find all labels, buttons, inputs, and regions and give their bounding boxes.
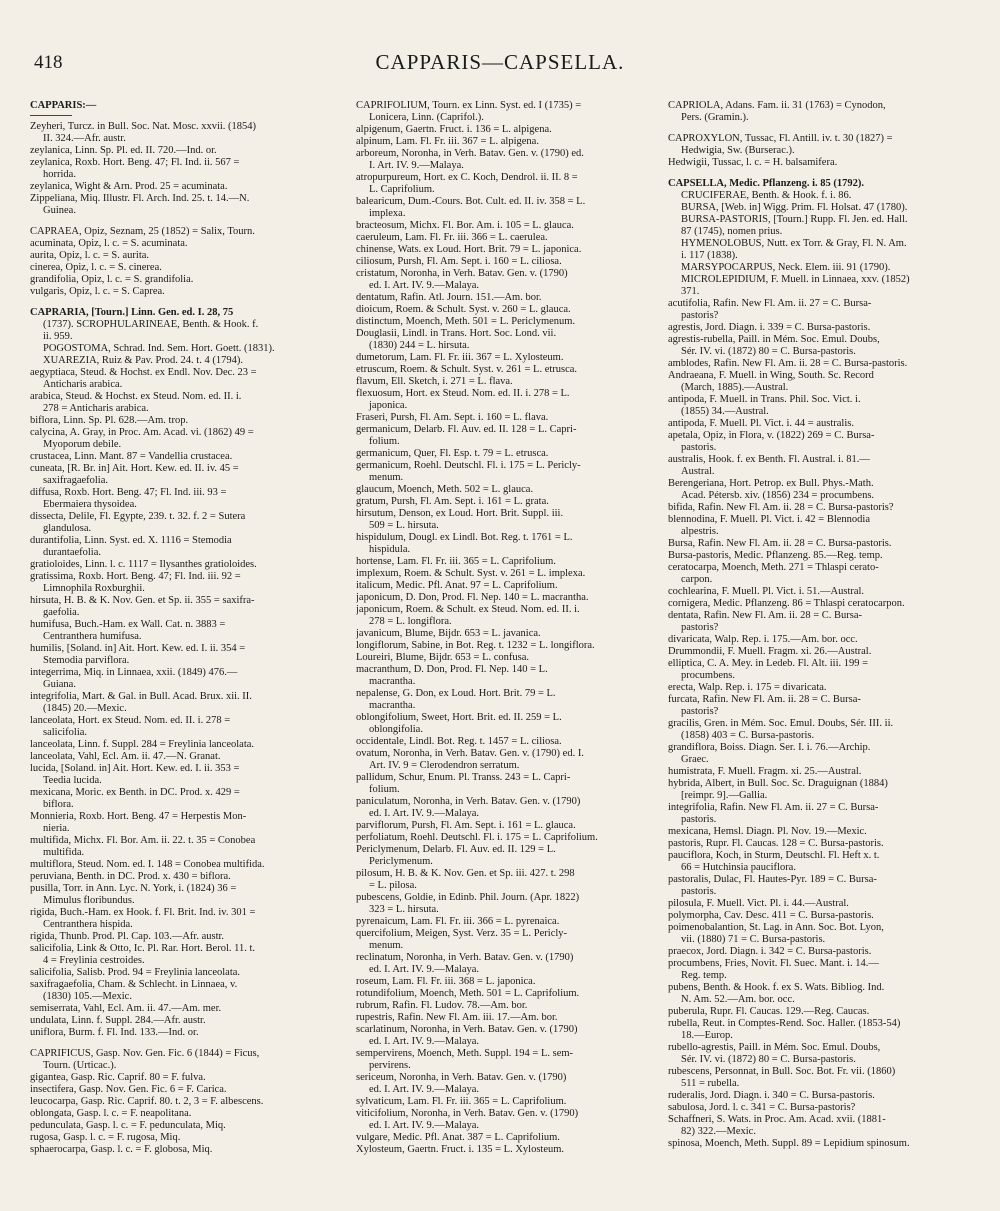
entry-line: acuminata, Opiz, l. c. = S. acuminata. (30, 238, 188, 249)
entry-line: pyrenaicum, Lam. Fl. Fr. iii. 366 = L. pyrenaica. (356, 916, 560, 927)
entry-line: procumbens. (681, 670, 735, 681)
entry-line: multifida. (43, 847, 85, 858)
entry-gap (668, 124, 972, 133)
entry-line: ed. I. Art. IV. 9.—Malaya. (369, 964, 480, 975)
entry-line: hybrida, Albert, in Bull. Soc. Sc. Draguignan (1884) (668, 778, 888, 789)
entry-line: (1830) 105.—Mexic. (43, 991, 132, 1002)
entry-line: vulgaris, Opiz, l. c. = S. Caprea. (30, 286, 165, 297)
entry-line: saxifragaefolia. (43, 475, 109, 486)
entry-line: Centranthera hispida. (43, 919, 133, 930)
entry-line: perfoliatum, Roehl. Deutschl. Fl. i. 175 = L. Caprifolium. (356, 832, 598, 843)
entry-line: 278 = Anticharis arabica. (43, 403, 149, 414)
entry-line: Sér. IV. vi. (1872) 80 = C. Bursa-pastoris. (681, 1054, 856, 1065)
entry-line: Teedia lucida. (43, 775, 102, 786)
entry-line: gratissima, Roxb. Hort. Beng. 47; Fl. Ind. iii. 92 = (30, 571, 241, 582)
entry-line: ed. I. Art. IV. 9.—Malaya. (369, 808, 480, 819)
entry-line: javanicum, Blume, Bijdr. 653 = L. javanica. (356, 628, 541, 639)
entry-line: spinosa, Moench, Meth. Suppl. 89 = Lepidium spinosum. (668, 1138, 910, 1149)
entry-line: salicifolia. (43, 727, 88, 738)
entry-line: rupestris, Rafin. New Fl. Am. iii. 17.—Am. bor. (356, 1012, 558, 1023)
entry-line: Periclymenum. (369, 856, 433, 867)
entry-line: humilis, [Soland. in] Ait. Hort. Kew. ed. I. ii. 354 = (30, 643, 246, 654)
entry-line: Stemodia parviflora. (43, 655, 130, 666)
entry-line: procumbens, Fries, Novit. Fl. Suec. Mant. i. 14.— (668, 958, 879, 969)
entry-line: gracilis, Gren. in Mém. Soc. Emul. Doubs, Sér. III. ii. (668, 718, 894, 729)
entry-line: australis, Hook. f. ex Benth. Fl. Austral. i. 81.— (668, 454, 870, 465)
entry-line: cuneata, [R. Br. in] Ait. Hort. Kew. ed. II. iv. 45 = (30, 463, 239, 474)
entry-line: (1737). SCROPHULARINEAE, Benth. & Hook. f. (43, 319, 259, 330)
entry-line: cinerea, Opiz, l. c. = S. cinerea. (30, 262, 162, 273)
entry-line: Andraeana, F. Muell. in Wing, South. Sc. Record (668, 370, 874, 381)
entry-line: longiflorum, Sabine, in Bot. Reg. t. 1232 = L. longiflora. (356, 640, 595, 651)
entry-line: i. 117 (1838). (681, 250, 738, 261)
entry-line: XUAREZIA, Ruiz & Pav. Prod. 24. t. 4 (1794). (43, 355, 243, 366)
entry-line: multiflora, Steud. Nom. ed. I. 148 = Conobea multifida. (30, 859, 265, 870)
entry-line: Guinea. (43, 205, 76, 216)
entry-line: macrantha. (369, 676, 416, 687)
entry-line: rugosa, Gasp. l. c. = F. rugosa, Miq. (30, 1132, 181, 1143)
entry-line: leucocarpa, Gasp. Ric. Caprif. 80. t. 2, 3 = F. albescens. (30, 1096, 264, 1107)
entry-line: 278 = L. longiflora. (369, 616, 452, 627)
entry-line: ed. I. Art. IV. 9.—Malaya. (369, 1036, 480, 1047)
entry-line: = L. pilosa. (369, 880, 417, 891)
entry-line: ed. I. Art. IV. 9.—Malaya. (369, 280, 480, 291)
entry-line: grandiflora, Boiss. Diagn. Ser. I. i. 76.—Archip. (668, 742, 871, 753)
entry-line: japonicum, Roem. & Schult. ex Steud. Nom. ed. II. i. (356, 604, 580, 615)
entry-line: dioicum, Roem. & Schult. Syst. v. 260 = L. glauca. (356, 304, 571, 315)
entry-line: integrifolia, Rafin. New Fl. Am. ii. 27 = C. Bursa- (668, 802, 879, 813)
entry-line: multifida, Michx. Fl. Bor. Am. ii. 22. t. 35 = Conobea (30, 835, 256, 846)
entry-line: pastoris. (681, 814, 717, 825)
entry-line: undulata, Linn. f. Suppl. 284.—Afr. austr. (30, 1015, 206, 1026)
entry-line: pedunculata, Gasp. l. c. = F. pedunculata, Miq. (30, 1120, 226, 1131)
entry-line: Drummondii, F. Muell. Fragm. xi. 26.—Austral. (668, 646, 872, 657)
entry-line: antipoda, F. Muell. Pl. Vict. i. 44 = australis. (668, 418, 854, 429)
entry-line: Guiana. (43, 679, 76, 690)
entry-line: 87 (1745), nomen prius. (681, 226, 783, 237)
entry-line: 371. (681, 286, 700, 297)
entry-line: biflora. (43, 799, 74, 810)
entry-line: rubescens, Personnat, in Bull. Soc. Bot. Fr. vii. (1860) (668, 1066, 896, 1077)
entry-line: viticifolium, Noronha, in Verh. Batav. Gen. v. (1790) (356, 1108, 579, 1119)
entry-line: japonica. (369, 400, 408, 411)
entry-line: flexuosum, Hort. ex Steud. Nom. ed. II. i. 278 = L. (356, 388, 570, 399)
entry-line: alpestris. (681, 526, 719, 537)
entry-line: N. Am. 52.—Am. bor. occ. (681, 994, 795, 1005)
entry-line: pastoris? (681, 706, 719, 717)
entry-line: peruviana, Benth. in DC. Prod. x. 430 = biflora. (30, 871, 231, 882)
entry-line: MICROLEPIDIUM, F. Muell. in Linnaea, xxv. (1852) (681, 274, 910, 285)
entry-line: bifida, Rafin. New Fl. Am. ii. 28 = C. Bursa-pastoris? (668, 502, 894, 513)
page-number: 418 (34, 52, 63, 73)
entry-line: furcata, Rafin. New Fl. Am. ii. 28 = C. Bursa- (668, 694, 861, 705)
entry-line: ciliosum, Pursh, Fl. Am. Sept. i. 160 = L. ciliosa. (356, 256, 562, 267)
entry-line: ceratocarpa, Moench, Meth. 271 = Thlaspi cerato- (668, 562, 879, 573)
entry-line: mexicana, Hemsl. Diagn. Pl. Nov. 19.—Mexic. (668, 826, 867, 837)
entry-line: distinctum, Moench, Meth. 501 = L. Periclymenum. (356, 316, 576, 327)
entry-line: Lonicera, Linn. (Caprifol.). (369, 112, 484, 123)
entry-line: glandulosa. (43, 523, 92, 534)
entry-line: etruscum, Roem. & Schult. Syst. v. 261 = L. etrusca. (356, 364, 578, 375)
entry-line: saxifragaefolia, Cham. & Schlecht. in Linnaea, v. (30, 979, 238, 990)
entry-line: Hedwigia, Sw. (Burserac.). (681, 145, 795, 156)
entry-line: Schaffneri, S. Wats. in Proc. Am. Acad. xvii. (1881- (668, 1114, 886, 1125)
entry-line: 18.—Europ. (681, 1030, 733, 1041)
heading-rule (30, 115, 72, 116)
entry-line: hirsutum, Denson, ex Loud. Hort. Brit. Suppl. iii. (356, 508, 564, 519)
entry-line: implexa. (369, 208, 406, 219)
entry-line: quercifolium, Meigen, Syst. Verz. 35 = L. Pericly- (356, 928, 568, 939)
entry-line: calycina, A. Gray, in Proc. Am. Acad. vi. (1862) 49 = (30, 427, 254, 438)
entry-line: salicifolia, Link & Otto, Ic. Pl. Rar. Hort. Berol. 11. t. (30, 943, 256, 954)
entry-line: CRUCIFERAE, Benth. & Hook. f. i. 86. (681, 190, 852, 201)
entry-line: Zippeliana, Miq. Illustr. Fl. Arch. Ind. 25. t. 14.—N. (30, 193, 250, 204)
entry-line: agrestis-rubella, Paill. in Mém. Soc. Emul. Doubs, (668, 334, 880, 345)
entry-line: CAPROXYLON, Tussac, Fl. Antill. iv. t. 30 (1827) = (668, 133, 893, 144)
entry-line: folium. (369, 436, 400, 447)
entry-line: BURSA, [Web. in] Wigg. Prim. Fl. Holsat. 47 (1780). (681, 202, 908, 213)
entry-line: Reg. temp. (681, 970, 727, 981)
entry-line: zeylanica, Linn. Sp. Pl. ed. II. 720.—Ind. or. (30, 145, 217, 156)
entry-line: balearicum, Dum.-Cours. Bot. Cult. ed. II. iv. 358 = L. (356, 196, 586, 207)
entry-line: Monnieria, Roxb. Hort. Beng. 47 = Herpestis Mon- (30, 811, 247, 822)
entry-line: vii. (1880) 71 = C. Bursa-pastoris. (681, 934, 826, 945)
entry-line: gratum, Pursh, Fl. Am. Sept. i. 161 = L. grata. (356, 496, 549, 507)
entry-line: Zeyheri, Turcz. in Bull. Soc. Nat. Mosc. xxvii. (1854) (30, 121, 257, 132)
entry-line: bracteosum, Michx. Fl. Bor. Am. i. 105 = L. glauca. (356, 220, 574, 231)
entry-line: semiserrata, Vahl, Ecl. Am. ii. 47.—Am. mer. (30, 1003, 222, 1014)
entry-line: roseum, Lam. Fl. Fr. iii. 368 = L. japonica. (356, 976, 536, 987)
entry-line: arabica, Steud. & Hochst. ex Steud. Nom. ed. II. i. (30, 391, 242, 402)
entry-line: pervirens. (369, 1060, 411, 1071)
entry-line: vulgare, Medic. Pfl. Anat. 387 = L. Caprifolium. (356, 1132, 560, 1143)
entry-line: ed. I. Art. IV. 9.—Malaya. (369, 1084, 480, 1095)
entry-line: agrestis, Jord. Diagn. i. 339 = C. Bursa-pastoris. (668, 322, 871, 333)
entry-line: alpigenum, Gaertn. Fruct. i. 136 = L. alpigena. (356, 124, 552, 135)
entry-line: Myoporum debile. (43, 439, 122, 450)
entry-line: Bursa, Rafin. New Fl. Am. ii. 28 = C. Bursa-pastoris. (668, 538, 892, 549)
entry-line: lanceolata, Hort. ex Steud. Nom. ed. II. i. 278 = (30, 715, 231, 726)
entry-line: antipoda, F. Muell. in Trans. Phil. Soc. Vict. i. (668, 394, 861, 405)
entry-line: Periclymenum, Delarb. Fl. Auv. ed. II. 129 = L. (356, 844, 556, 855)
entry-line: HYMENOLOBUS, Nutt. ex Torr. & Gray, Fl. N. Am. (681, 238, 907, 249)
genus-heading: CAPPARIS:— (30, 100, 97, 111)
entry-line: 66 = Hutchinsia pauciflora. (681, 862, 796, 873)
entry-line: erecta, Walp. Rep. i. 175 = divaricata. (668, 682, 827, 693)
entry-line: durantaefolia. (43, 547, 102, 558)
entry-line: lucida, [Soland. in] Ait. Hort. Kew. ed. I. ii. 353 = (30, 763, 240, 774)
entry-line: rigida, Buch.-Ham. ex Hook. f. Fl. Brit. Ind. iv. 301 = (30, 907, 256, 918)
entry-line: pilosula, F. Muell. Vict. Pl. i. 44.—Austral. (668, 898, 849, 909)
entry-line: humifusa, Buch.-Ham. ex Wall. Cat. n. 3883 = (30, 619, 226, 630)
entry-line: 509 = L. hirsuta. (369, 520, 439, 531)
entry-line: oblongifolia. (369, 724, 423, 735)
entry-line: Berengeriana, Hort. Petrop. ex Bull. Phys.-Math. (668, 478, 874, 489)
entry-line: cristatum, Noronha, in Verh. Batav. Gen. v. (1790) (356, 268, 568, 279)
entry-line: hispidula. (369, 544, 411, 555)
entry-line: polymorpha, Cav. Desc. 411 = C. Bursa-pastoris. (668, 910, 874, 921)
entry-line: Limnophila Roxburghii. (43, 583, 145, 594)
entry-line: insectifera, Gasp. Nov. Gen. Fic. 6 = F. Carica. (30, 1084, 227, 1095)
entry-line: horrida. (43, 169, 76, 180)
entry-line: menum. (369, 472, 404, 483)
entry-line: Fraseri, Pursh, Fl. Am. Sept. i. 160 = L. flava. (356, 412, 549, 423)
entry-line: pusilla, Torr. in Ann. Lyc. N. York, i. (1824) 36 = (30, 883, 237, 894)
entry-line: arboreum, Noronha, in Verh. Batav. Gen. v. (1790) ed. (356, 148, 584, 159)
entry-line: amblodes, Rafin. New Fl. Am. ii. 28 = C. Bursa-pastoris. (668, 358, 908, 369)
entry-line: (1845) 20.—Mexic. (43, 703, 127, 714)
entry-line: blennodina, F. Muell. Pl. Vict. i. 42 = Blennodia (668, 514, 870, 525)
entry-line: sericeum, Noronha, in Verh. Batav. Gen. v. (1790) (356, 1072, 567, 1083)
entry-line: Ebermaiera thysoidea. (43, 499, 137, 510)
entry-line: CAPRIFICUS, Gasp. Nov. Gen. Fic. 6 (1844) = Ficus, (30, 1048, 260, 1059)
entry-line: Loureiri, Blume, Bijdr. 653 = L. confusa. (356, 652, 530, 663)
entry-line: salicifolia, Salisb. Prod. 94 = Freylinia lanceolata. (30, 967, 241, 978)
entry-line: reclinatum, Noronha, in Verh. Batav. Gen. v. (1790) (356, 952, 574, 963)
entry-line: mexicana, Moric. ex Benth. in DC. Prod. x. 429 = (30, 787, 240, 798)
entry-line: integrifolia, Mart. & Gal. in Bull. Acad. Brux. xii. II. (30, 691, 252, 702)
entry-line: pallidum, Schur, Enum. Pl. Transs. 243 = L. Capri- (356, 772, 571, 783)
entry-line: I. Art. IV. 9.—Malaya. (369, 160, 464, 171)
entry-line: Sér. IV. vi. (1872) 80 = C. Bursa-pastoris. (681, 346, 856, 357)
entry-gap (30, 1039, 342, 1048)
entry-line: integerrima, Miq. in Linnaea, xxii. (1849) 476.— (30, 667, 238, 678)
entry-line: Hedwigii, Tussac, l. c. = H. balsamifera. (668, 157, 838, 168)
entry-line: acutifolia, Rafin. New Fl. Am. ii. 27 = C. Bursa- (668, 298, 872, 309)
entry-line: 82) 322.—Mexic. (681, 1126, 756, 1137)
entry-line: scarlatinum, Noronha, in Verh. Batav. Gen. v. (1790) (356, 1024, 578, 1035)
entry-line: 4 = Freylinia cestroides. (43, 955, 145, 966)
entry-line: Douglasii, Lindl. in Trans. Hort. Soc. Lond. vii. (356, 328, 557, 339)
entry-line: elliptica, C. A. Mey. in Ledeb. Fl. Alt. iii. 199 = (668, 658, 869, 669)
entry-line: rubrum, Rafin. Fl. Ludov. 78.—Am. bor. (356, 1000, 528, 1011)
entry-line: praecox, Jord. Diagn. i. 342 = C. Bursa-pastoris. (668, 946, 872, 957)
entry-line: flavum, Ell. Sketch, i. 271 = L. flava. (356, 376, 513, 387)
entry-line: Tourn. (Urticac.). (43, 1060, 117, 1071)
entry-line: 511 = rubella. (681, 1078, 740, 1089)
entry-line: [reimpr. 9].—Gallia. (681, 790, 768, 801)
entry-line: pastoris. (681, 442, 717, 453)
entry-line: macranthum, D. Don, Prod. Fl. Nep. 140 = L. (356, 664, 548, 675)
entry-line: oblongata, Gasp. l. c. = F. neapolitana. (30, 1108, 192, 1119)
entry-line: CAPRAEA, Opiz, Seznam, 25 (1852) = Salix, Tourn. (30, 226, 255, 237)
entry-line: hirsuta, H. B. & K. Nov. Gen. et Sp. ii. 355 = saxifra- (30, 595, 255, 606)
entry-gap (30, 217, 342, 226)
entry-line: lanceolata, Vahl, Ecl. Am. ii. 47.—N. Granat. (30, 751, 221, 762)
entry-gap (30, 298, 342, 307)
entry-line: gigantea, Gasp. Ric. Caprif. 80 = F. fulva. (30, 1072, 206, 1083)
entry-line: alpinum, Lam. Fl. Fr. iii. 367 = L. alpigena. (356, 136, 539, 147)
entry-line: 323 = L. hirsuta. (369, 904, 439, 915)
entry-line: L. Caprifolium. (369, 184, 435, 195)
entry-line: sempervirens, Moench, Meth. Suppl. 194 = L. sem- (356, 1048, 574, 1059)
entry-line: humistrata, F. Muell. Fragm. xi. 25.—Austral. (668, 766, 862, 777)
entry-line: biflora, Linn. Sp. Pl. 628.—Am. trop. (30, 415, 189, 426)
entry-line: dentatum, Rafin. Atl. Journ. 151.—Am. bor. (356, 292, 542, 303)
entry-line: CAPRIOLA, Adans. Fam. ii. 31 (1763) = Cynodon, (668, 100, 886, 111)
entry-line: diffusa, Roxb. Hort. Beng. 47; Fl. Ind. iii. 93 = (30, 487, 227, 498)
entry-line: Bursa-pastoris, Medic. Pflanzeng. 85.—Reg. temp. (668, 550, 883, 561)
column-3 (668, 100, 972, 1200)
entry-line: oblongifolium, Sweet, Hort. Brit. ed. II. 259 = L. (356, 712, 562, 723)
entry-line: (1855) 34.—Austral. (681, 406, 769, 417)
entry-line: pastoris. (681, 886, 717, 897)
entry-line: Mimulus floribundus. (43, 895, 135, 906)
entry-line: glaucum, Moench, Meth. 502 = L. glauca. (356, 484, 534, 495)
entry-line: germanicum, Quer, Fl. Esp. t. 79 = L. etrusca. (356, 448, 549, 459)
entry-line: cornigera, Medic. Pflanzeng. 86 = Thlaspi ceratocarpon. (668, 598, 905, 609)
entry-line: pubens, Benth. & Hook. f. ex S. Wats. Bibliog. Ind. (668, 982, 885, 993)
entry-line: (1858) 403 = C. Bursa-pastoris. (681, 730, 815, 741)
entry-line: divaricata, Walp. Rep. i. 175.—Am. bor. occ. (668, 634, 858, 645)
entry-line: gratioloides, Linn. l. c. 1117 = Ilysanthes gratioloides. (30, 559, 257, 570)
entry-line: rotundifolium, Moench, Meth. 501 = L. Caprifolium. (356, 988, 580, 999)
entry-line: italicum, Medic. Pfl. Anat. 97 = L. Caprifolium. (356, 580, 558, 591)
entry-line: apetala, Opiz, in Flora, v. (1822) 269 = C. Bursa- (668, 430, 875, 441)
entry-line: pauciflora, Koch, in Sturm, Deutschl. Fl. Heft x. t. (668, 850, 880, 861)
entry-line: pastoris, Rupr. Fl. Caucas. 128 = C. Bursa-pastoris. (668, 838, 884, 849)
entry-line: occidentale, Lindl. Bot. Reg. t. 1457 = L. ciliosa. (356, 736, 562, 747)
entry-line: POGOSTOMA, Schrad. Ind. Sem. Hort. Goett. (1831). (43, 343, 275, 354)
entry-line: Austral. (681, 466, 715, 477)
column-1 (30, 100, 342, 1200)
entry-line: Pers. (Gramin.). (681, 112, 749, 123)
entry-line: nieria. (43, 823, 70, 834)
entry-line: poimenobalantion, St. Lag. in Ann. Soc. Bot. Lyon, (668, 922, 884, 933)
entry-line: ed. I. Art. IV. 9.—Malaya. (369, 1120, 480, 1131)
entry-line: Graec. (681, 754, 709, 765)
running-header: CAPPARIS—CAPSELLA. (375, 50, 625, 74)
entry-line: zeylanica, Roxb. Hort. Beng. 47; Fl. Ind. ii. 567 = (30, 157, 240, 168)
entry-line: Acad. Pétersb. xiv. (1856) 234 = procumbens. (681, 490, 875, 501)
entry-line: II. 324.—Afr. austr. (43, 133, 126, 144)
entry-line: nepalense, G. Don, ex Loud. Hort. Brit. 79 = L. (356, 688, 556, 699)
entry-line: paniculatum, Noronha, in Verh. Batav. Gen. v. (1790) (356, 796, 581, 807)
entry-line: rubello-agrestis, Paill. in Mém. Soc. Emul. Doubs, (668, 1042, 881, 1053)
entry-line: hispidulum, Dougl. ex Lindl. Bot. Reg. t. 1761 = L. (356, 532, 573, 543)
entry-line: chinense, Wats. ex Loud. Hort. Brit. 79 = L. japonica. (356, 244, 582, 255)
entry-line: ovatum, Noronha, in Verh. Batav. Gen. v. (1790) ed. I. (356, 748, 584, 759)
entry-line: lanceolata, Linn. f. Suppl. 284 = Freylinia lanceolata. (30, 739, 255, 750)
entry-line: germanicum, Roehl. Deutschl. Fl. i. 175 = L. Pericly- (356, 460, 581, 471)
entry-line: rubella, Reut. in Comptes-Rend. Soc. Haller. (1853-54) (668, 1018, 901, 1029)
entry-line: cochlearina, F. Muell. Pl. Vict. i. 51.—Austral. (668, 586, 865, 597)
entry-line: gaefolia. (43, 607, 80, 618)
entry-line: germanicum, Delarb. Fl. Auv. ed. II. 128 = L. Capri- (356, 424, 577, 435)
entry-line: BURSA-PASTORIS, [Tourn.] Rupp. Fl. Jen. ed. Hall. (681, 214, 908, 225)
entry-line: sylvaticum, Lam. Fl. Fr. iii. 365 = L. Caprifolium. (356, 1096, 567, 1107)
entry-line: Xylosteum, Gaertn. Fruct. i. 135 = L. Xylosteum. (356, 1144, 565, 1155)
entry-line: folium. (369, 784, 400, 795)
entry-line: aegyptiaca, Steud. & Hochst. ex Endl. Nov. Dec. 23 = (30, 367, 257, 378)
entry-line: implexum, Roem. & Schult. Syst. v. 261 = L. implexa. (356, 568, 586, 579)
entry-line: sphaerocarpa, Gasp. l. c. = F. globosa, Miq. (30, 1144, 213, 1155)
genus-heading: CAPSELLA, Medic. Pflanzeng. i. 85 (1792). (668, 178, 864, 189)
entry-line: pastoralis, Dulac, Fl. Hautes-Pyr. 189 = C. Bursa- (668, 874, 877, 885)
entry-line: japonicum, D. Don, Prod. Fl. Nep. 140 = L. macrantha. (356, 592, 589, 603)
entry-line: pastoris? (681, 622, 719, 633)
entry-line: durantifolia, Linn. Syst. ed. X. 1116 = Stemodia (30, 535, 232, 546)
entry-line: atropurpureum, Hort. ex C. Koch, Dendrol. ii. II. 8 = (356, 172, 578, 183)
entry-line: uniflora, Burm. f. Fl. Ind. 133.—Ind. or. (30, 1027, 199, 1038)
entry-line: sabulosa, Jord. l. c. 341 = C. Bursa-pastoris? (668, 1102, 856, 1113)
entry-line: CAPRIFOLIUM, Tourn. ex Linn. Syst. ed. I (1735) = (356, 100, 582, 111)
entry-line: pastoris? (681, 310, 719, 321)
entry-line: ruderalis, Jord. Diagn. i. 340 = C. Bursa-pastoris. (668, 1090, 875, 1101)
column-2 (356, 100, 658, 1200)
entry-line: pilosum, H. B. & K. Nov. Gen. et Sp. iii. 427. t. 298 (356, 868, 575, 879)
entry-line: dumetorum, Lam. Fl. Fr. iii. 367 = L. Xylosteum. (356, 352, 564, 363)
entry-line: Anticharis arabica. (43, 379, 123, 390)
entry-line: carpon. (681, 574, 713, 585)
entry-line: zeylanica, Wight & Arn. Prod. 25 = acuminata. (30, 181, 228, 192)
entry-line: macrantha. (369, 700, 416, 711)
entry-line: aurita, Opiz, l. c. = S. aurita. (30, 250, 150, 261)
entry-line: dentata, Rafin. New Fl. Am. ii. 28 = C. Bursa- (668, 610, 863, 621)
entry-line: dissecta, Delile, Fl. Egypte, 239. t. 32. f. 2 = Sutera (30, 511, 246, 522)
entry-line: Art. IV. 9 = Clerodendron serratum. (369, 760, 520, 771)
entry-gap (668, 169, 972, 178)
entry-line: menum. (369, 940, 404, 951)
genus-heading: CAPRARIA, [Tourn.] Linn. Gen. ed. I. 28, 75 (30, 307, 234, 318)
entry-line: ii. 959. (43, 331, 73, 342)
entry-line: hortense, Lam. Fl. Fr. iii. 365 = L. Caprifolium. (356, 556, 556, 567)
entry-line: grandifolia, Opiz, l. c. = S. grandifolia. (30, 274, 194, 285)
entry-line: puberula, Rupr. Fl. Caucas. 129.—Reg. Caucas. (668, 1006, 870, 1017)
entry-line: pubescens, Goldie, in Edinb. Phil. Journ. (Apr. 1822) (356, 892, 580, 903)
entry-line: (1830) 244 = L. hirsuta. (369, 340, 470, 351)
entry-line: caeruleum, Lam. Fl. Fr. iii. 366 = L. caerulea. (356, 232, 548, 243)
entry-line: parviflorum, Pursh, Fl. Am. Sept. i. 161 = L. glauca. (356, 820, 576, 831)
entry-line: rigida, Thunb. Prod. Pl. Cap. 103.—Afr. austr. (30, 931, 225, 942)
entry-line: Centranthera humifusa. (43, 631, 142, 642)
entry-line: (March, 1885).—Austral. (681, 382, 789, 393)
entry-line: MARSYPOCARPUS, Neck. Elem. iii. 91 (1790). (681, 262, 891, 273)
entry-line: crustacea, Linn. Mant. 87 = Vandellia crustacea. (30, 451, 233, 462)
